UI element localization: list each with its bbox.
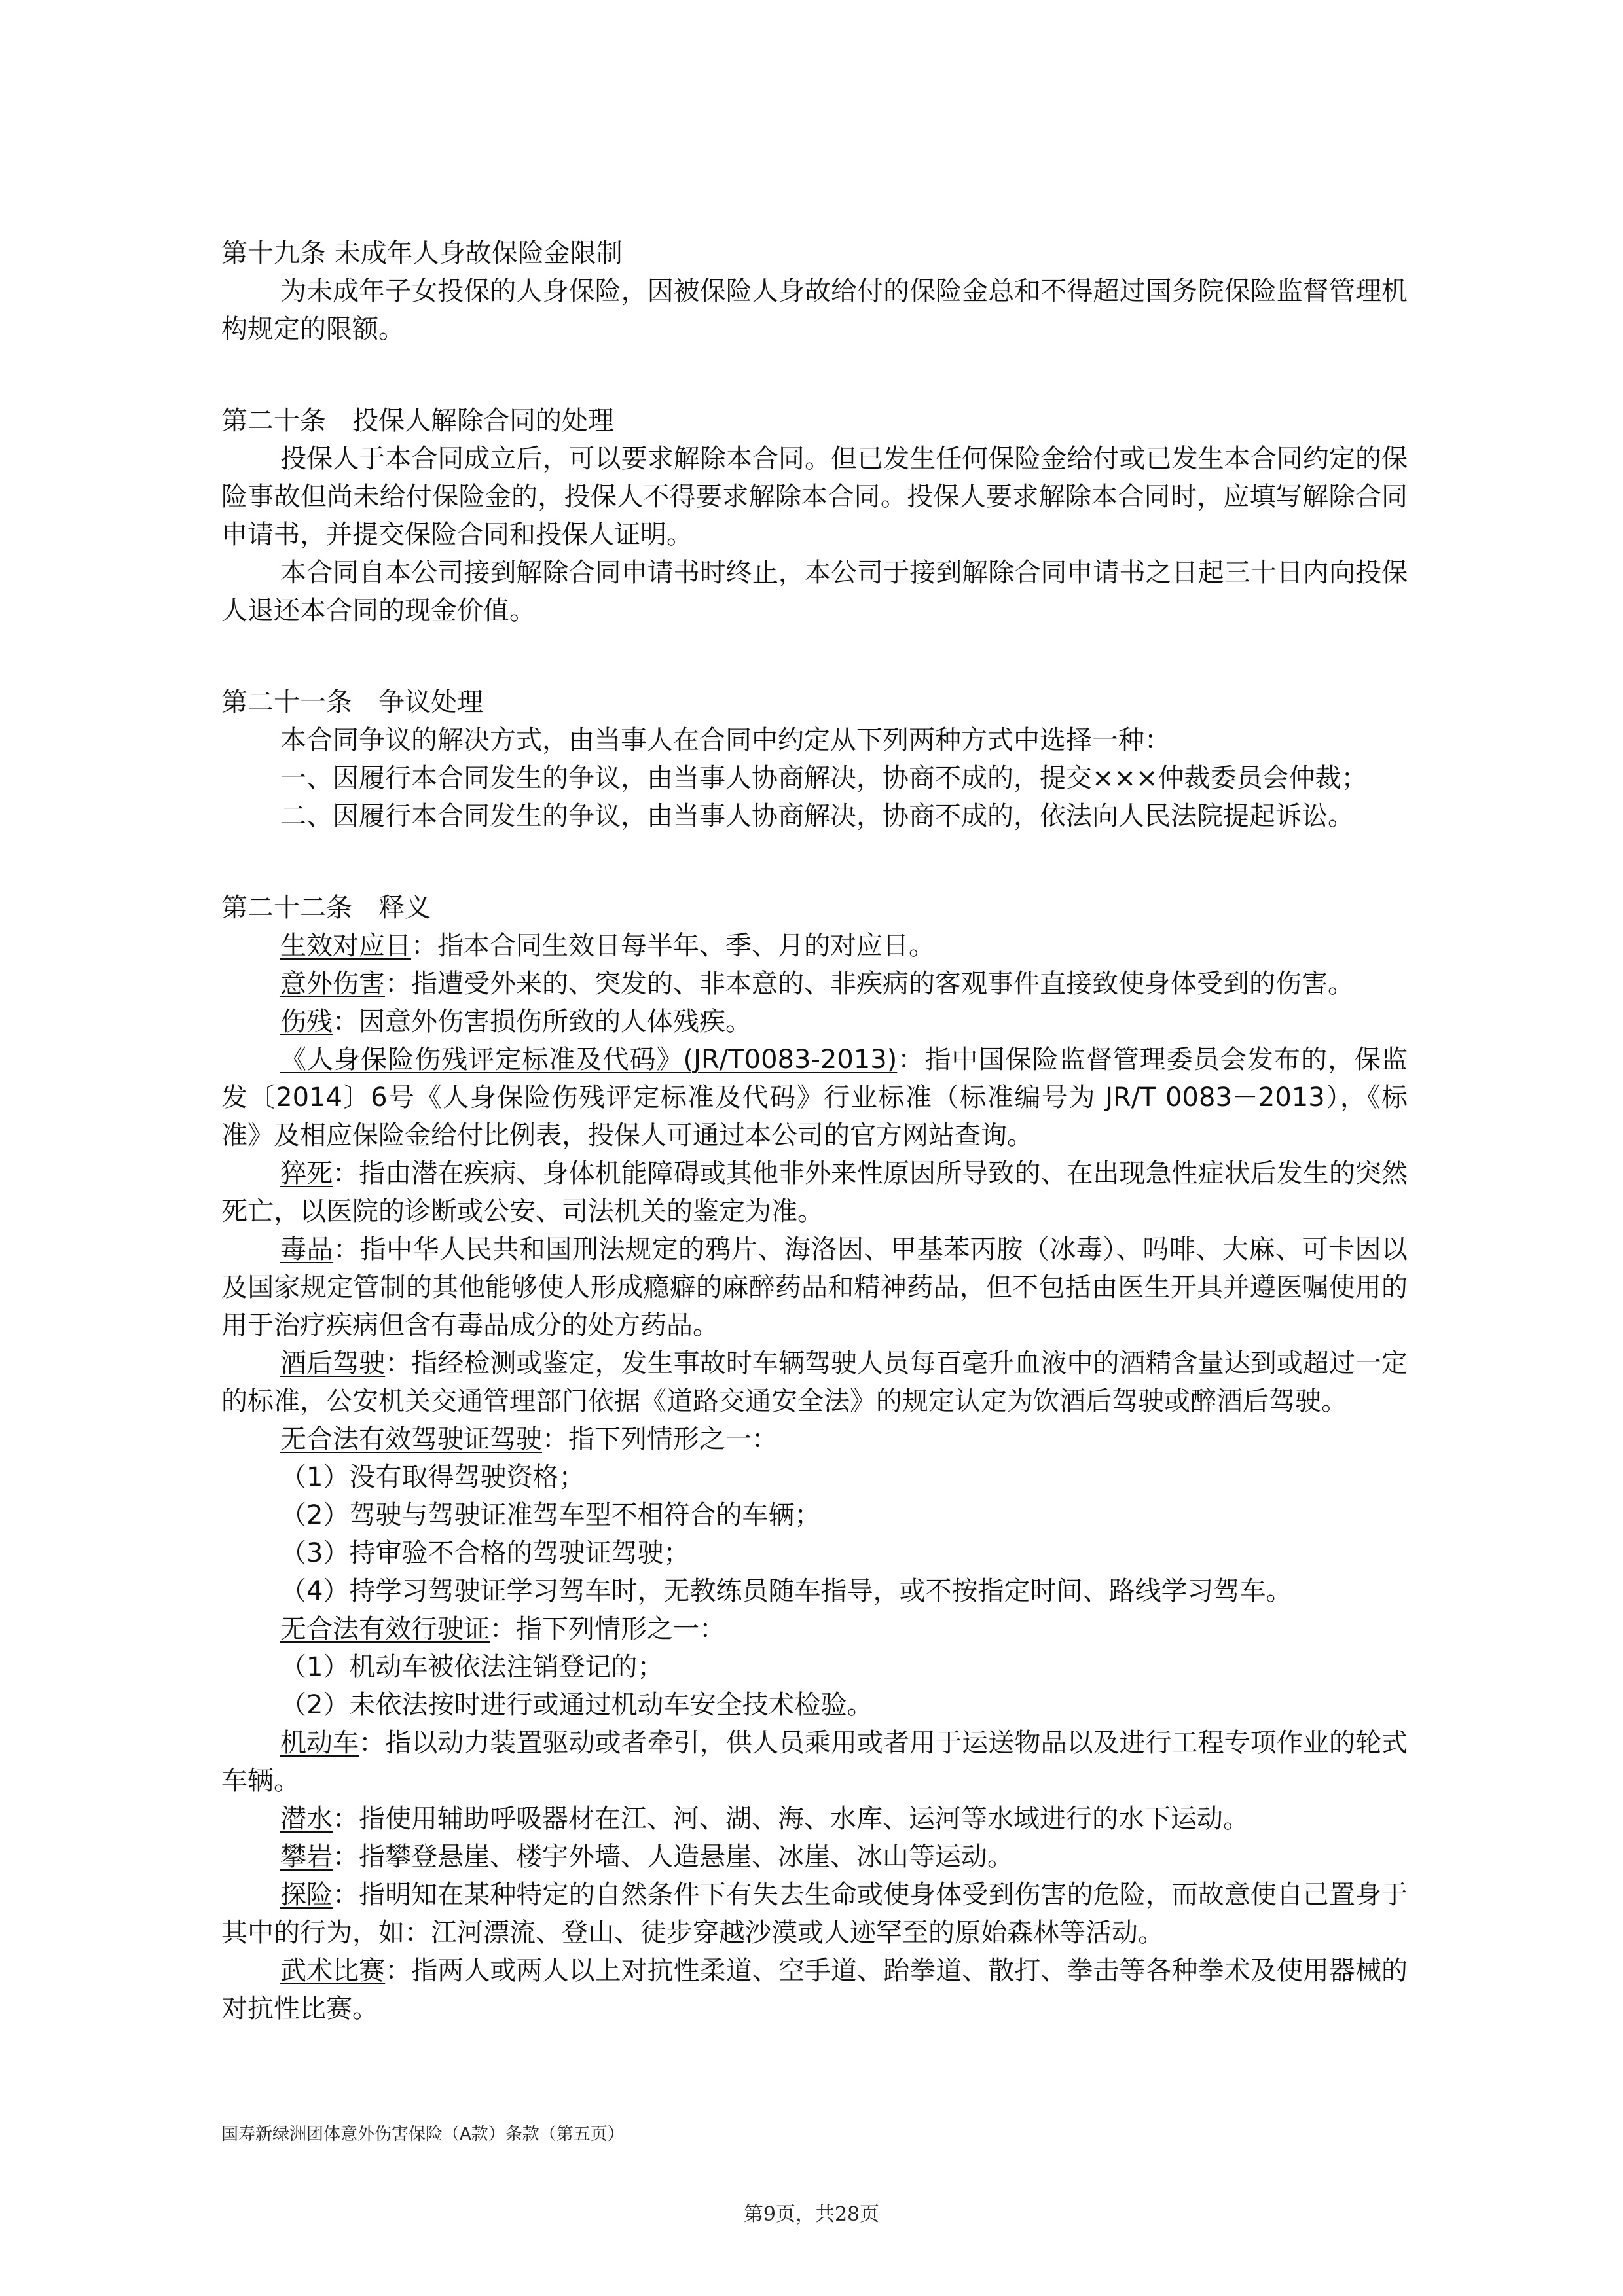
definition	[221, 1610, 1408, 1648]
definition-text: ：指攀登悬崖、楼宇外墙、人造悬崖、冰崖、冰山等运动。	[333, 1842, 1013, 1872]
definition-term: 生效对应日	[280, 931, 411, 961]
definition	[221, 1155, 1408, 1230]
article-heading: 第二十二条 释义	[221, 893, 431, 923]
definition-term: 潜水	[280, 1804, 333, 1834]
article-paragraph: 本合同争议的解决方式，由当事人在合同中约定从下列两种方式中选择一种：	[280, 725, 1171, 755]
article-paragraph: 一、因履行本合同发生的争议，由当事人协商解决，协商不成的，提交×××仲裁委员会仲裁；	[280, 763, 1368, 793]
definition-term: 意外伤害	[280, 969, 385, 999]
definition	[221, 1952, 1408, 2028]
article-22-definitions	[221, 889, 1408, 2028]
definition-term: 无合法有效行驶证	[280, 1614, 490, 1644]
definition-text: ：指明知在某种特定的自然条件下有失去生命或使身体受到伤害的危险，而故意使自己置身于其中的行为，如：江河漂流、登山、徒步穿越沙漠或人迹罕至的原始森林等活动。	[221, 1880, 1408, 1948]
definition-text: ：指中国保险监督管理委员会发布的，保监发〔2014〕6号《人身保险伤残评定标准及代码》行业标准（标准编号为 JR/T 0083－2013），《标准》及相应保险金给付比例表，投保人可通过本公司的官方网站查询。	[221, 1045, 1408, 1151]
definition-term: 探险	[280, 1880, 333, 1910]
definition-term: 毒品	[280, 1234, 334, 1265]
definition	[221, 1041, 1408, 1155]
definition	[221, 1003, 1408, 1041]
definition-text: ：指中华人民共和国刑法规定的鸦片、海洛因、甲基苯丙胺（冰毒）、吗啡、大麻、可卡因以及国家规定管制的其他能够使人形成瘾癖的麻醉药品和精神药品，但不包括由医生开具并遵医嘱使用的用于治疗疾病但含有毒品成分的处方药品。	[221, 1234, 1408, 1340]
list-item: （3）持审验不合格的驾驶证驾驶；	[280, 1538, 690, 1568]
definition-text: ：指遭受外来的、突发的、非本意的、非疾病的客观事件直接致使身体受到的伤害。	[385, 969, 1354, 999]
article-paragraph: 投保人于本合同成立后，可以要求解除本合同。但已发生任何保险金给付或已发生本合同约定的保险事故但尚未给付保险金的，投保人不得要求解除本合同。投保人要求解除本合同时，应填写解除合同申请书，并提交保险合同和投保人证明。	[221, 444, 1408, 550]
article-heading: 第二十条 投保人解除合同的处理	[221, 406, 614, 436]
list-item: （1）没有取得驾驶资格；	[280, 1462, 585, 1492]
list-item: （1）机动车被依法注销登记的；	[280, 1652, 664, 1682]
definition	[221, 1876, 1408, 1952]
document-body	[221, 234, 1408, 2081]
definition-term: 攀岩	[280, 1842, 333, 1872]
definition-text: ：指经检测或鉴定，发生事故时车辆驾驶人员每百毫升血液中的酒精含量达到或超过一定的标准，公安机关交通管理部门依据《道路交通安全法》的规定认定为饮酒后驾驶或醉酒后驾驶。	[221, 1348, 1408, 1416]
definition-term: 酒后驾驶	[280, 1348, 386, 1378]
article-paragraph: 本合同自本公司接到解除合同申请书时终止，本公司于接到解除合同申请书之日起三十日内向投保人退还本合同的现金价值。	[221, 558, 1408, 626]
definition	[221, 965, 1408, 1003]
definition-term: 武术比赛	[280, 1956, 386, 1986]
article-paragraph: 为未成年子女投保的人身保险，因被保险人身故给付的保险金总和不得超过国务院保险监督管理机构规定的限额。	[221, 276, 1408, 344]
definition-text: ：指由潜在疾病、身体机能障碍或其他非外来性原因所导致的、在出现急性症状后发生的突然死亡，以医院的诊断或公安、司法机关的鉴定为准。	[221, 1158, 1408, 1227]
definition-term: 《人身保险伤残评定标准及代码》(JR/T0083-2013)	[280, 1045, 898, 1075]
definition-text: ：指以动力装置驱动或者牵引，供人员乘用或者用于运送物品以及进行工程专项作业的轮式车辆。	[221, 1728, 1408, 1796]
article-21	[221, 683, 1408, 835]
definition-term: 伤残	[280, 1007, 333, 1037]
definition-text: ：因意外伤害损伤所致的人体残疾。	[333, 1007, 752, 1037]
definition-text: ：指使用辅助呼吸器材在江、河、湖、海、水库、运河等水域进行的水下运动。	[333, 1804, 1249, 1834]
article-heading: 第二十一条 争议处理	[221, 687, 483, 717]
definition	[221, 1800, 1408, 1838]
list-item: （2）未依法按时进行或通过机动车安全技术检验。	[280, 1690, 873, 1720]
definition	[221, 1344, 1408, 1420]
definition-term: 猝死	[280, 1158, 333, 1189]
definition-term: 机动车	[280, 1728, 359, 1758]
definition-text: ：指本合同生效日每半年、季、月的对应日。	[411, 931, 935, 961]
list-item: （2）驾驶与驾驶证准驾车型不相符合的车辆；	[280, 1500, 821, 1530]
article-heading: 第十九条 未成年人身故保险金限制	[221, 238, 623, 268]
definition	[221, 1230, 1408, 1344]
definition	[221, 1838, 1408, 1876]
article-19	[221, 234, 1408, 348]
page-number: 第9页，共28页	[743, 2203, 880, 2226]
list-item: （4）持学习驾驶证学习驾车时，无教练员随车指导，或不按指定时间、路线学习驾车。	[280, 1576, 1292, 1606]
article-paragraph: 二、因履行本合同发生的争议，由当事人协商解决，协商不成的，依法向人民法院提起诉讼。	[280, 801, 1354, 831]
footer-product-label: 国寿新绿洲团体意外伤害保险（A款）条款（第五页）	[221, 2125, 625, 2144]
definition-text: ：指两人或两人以上对抗性柔道、空手道、跆拳道、散打、拳击等各种拳术及使用器械的对抗性比赛。	[221, 1956, 1408, 2024]
definition-text: ：指下列情形之一：	[542, 1424, 778, 1454]
definition	[221, 1420, 1408, 1458]
definition	[221, 1724, 1408, 1800]
definition	[221, 927, 1408, 965]
definition-text: ：指下列情形之一：	[490, 1614, 725, 1644]
article-20	[221, 402, 1408, 630]
definition-term: 无合法有效驾驶证驾驶	[280, 1424, 542, 1454]
